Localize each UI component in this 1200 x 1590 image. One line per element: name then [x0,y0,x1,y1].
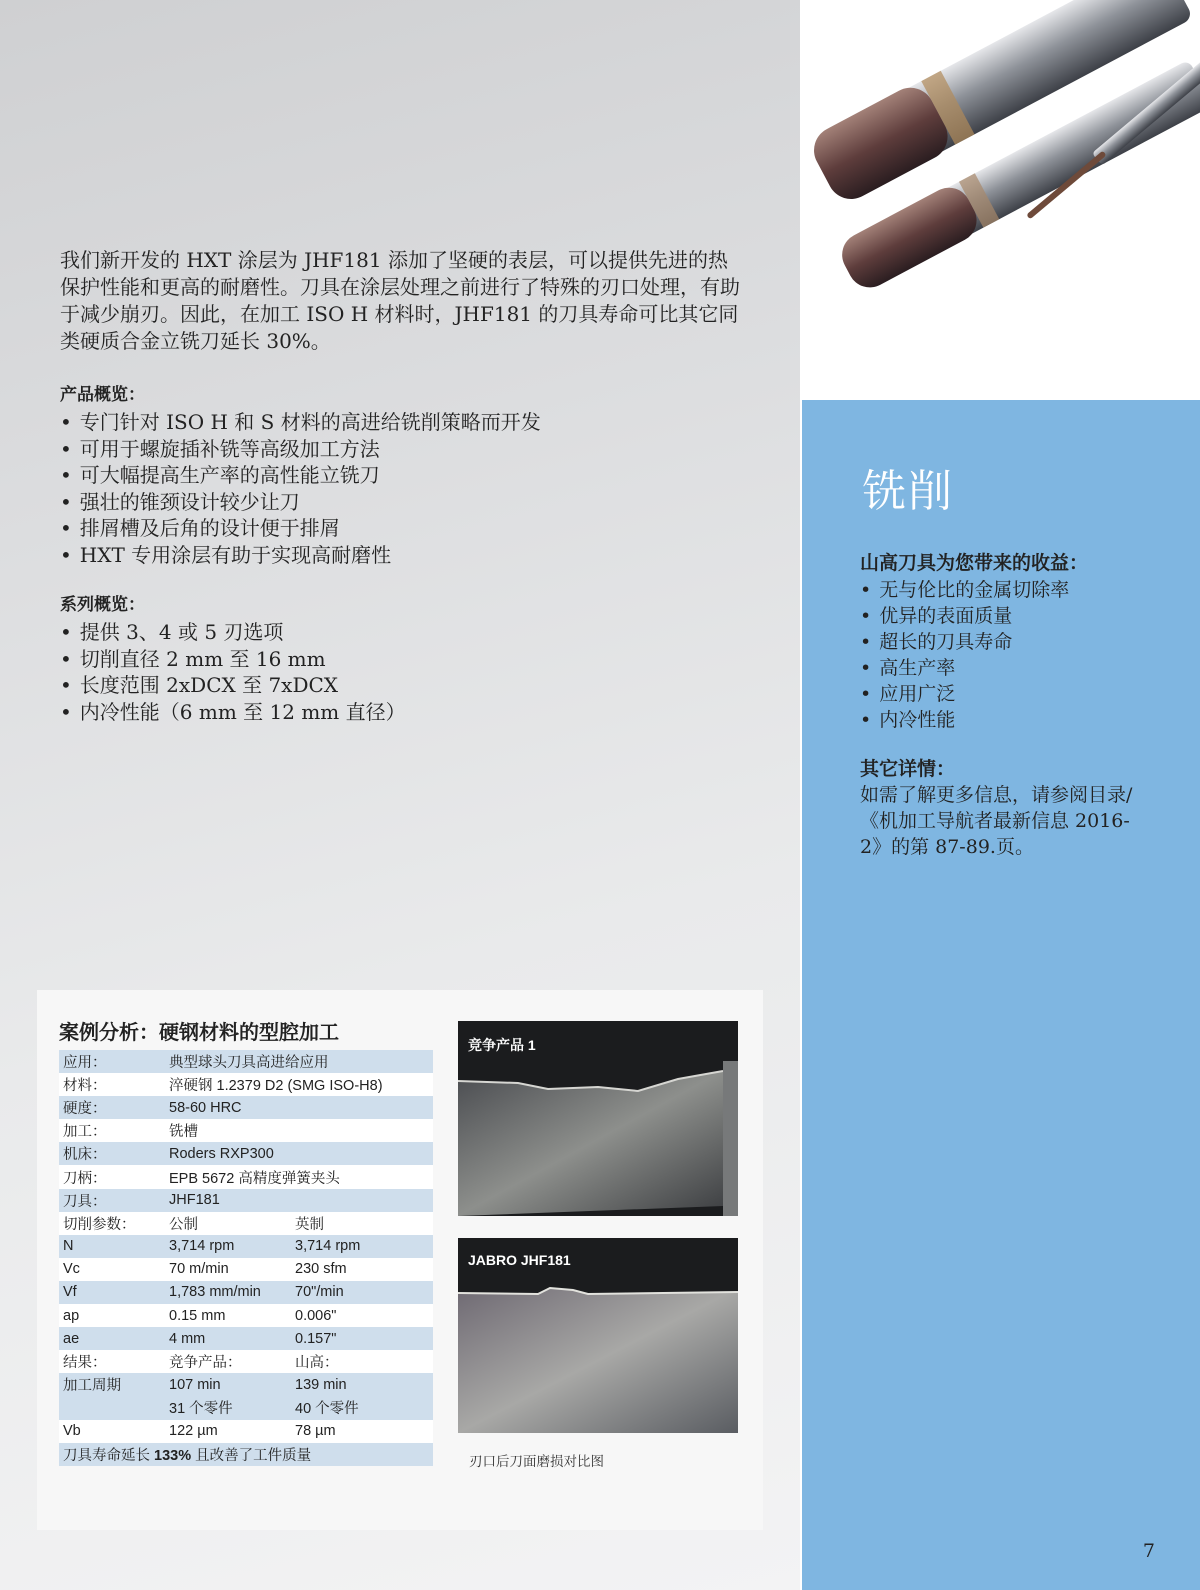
list-item: • 提供 3、4 或 5 刃选项 [60,619,760,646]
case-study-table [59,1050,433,1466]
table-footer-row [59,1443,433,1466]
table-cell: 1,783 mm/min [165,1281,291,1304]
table-cell: 刀具寿命延长 133% 且改善了工件质量 [59,1443,433,1466]
table-cell: ap [59,1304,165,1327]
list-item: • 优异的表面质量 [860,603,1180,629]
table-cell: Vc [59,1258,165,1281]
table-row [59,1350,433,1373]
list-item: • 可大幅提高生产率的高性能立铣刀 [60,462,760,489]
benefits-heading: 山高刀具为您带来的收益： [860,552,1089,574]
list-item: • 切削直径 2 mm 至 16 mm [60,646,760,673]
table-row [59,1304,433,1327]
table-row [59,1373,433,1396]
list-item: • 长度范围 2xDCX 至 7xDCX [60,672,760,699]
table-cell: 刀具： [59,1189,165,1212]
table-row [59,1165,433,1188]
table-cell: 材料： [59,1073,165,1096]
product-overview-heading: 产品概览： [60,385,145,405]
photo-label: JABRO JHF181 [468,1252,571,1268]
table-cell: 70 m/min [165,1258,291,1281]
table-cell: 58-60 HRC [165,1096,433,1119]
table-cell: 山高： [291,1350,433,1373]
page-number: 7 [1142,1540,1155,1562]
table-cell: 应用： [59,1050,165,1073]
table-cell: Vf [59,1281,165,1304]
table-cell: 刀柄： [59,1165,165,1188]
table-row [59,1189,433,1212]
more-info-block [860,756,1150,860]
table-row [59,1096,433,1119]
list-item: • 专门针对 ISO H 和 S 材料的高进给铣削策略而开发 [60,409,760,436]
table-cell: Vb [59,1420,165,1443]
table-cell: 加工周期 [59,1373,165,1396]
table-cell: 3,714 rpm [291,1235,433,1258]
table-cell: 31 个零件 [165,1396,291,1419]
table-cell: 英制 [291,1212,433,1235]
table-cell: 加工： [59,1119,165,1142]
table-cell: EPB 5672 高精度弹簧夹头 [165,1165,433,1188]
series-overview [60,590,760,725]
table-cell: 122 µm [165,1420,291,1443]
table-cell: 0.006" [291,1304,433,1327]
table-row [59,1142,433,1165]
photo-caption: 刃口后刀面磨损对比图 [469,1454,604,1469]
table-cell: 典型球头刀具高进给应用 [165,1050,433,1073]
list-item: • 无与伦比的金属切除率 [860,577,1180,603]
product-overview [60,380,760,568]
list-item: • 排屑槽及后角的设计便于排屑 [60,515,760,542]
table-row [59,1212,433,1235]
table-cell: 机床： [59,1142,165,1165]
table-row [59,1327,433,1350]
milling-sidebar [802,400,1200,1590]
case-study-box [37,990,763,1530]
list-item: • 内冷性能（6 mm 至 12 mm 直径） [60,699,760,726]
intro-paragraph: 我们新开发的 HXT 涂层为 JHF181 添加了坚硬的表层，可以提供先进的热保护性能和更高的耐磨性。刀具在涂层处理之前进行了特殊的刃口处理，有助于减少崩刃。因此，在加工 ISO H 材料时，JHF181 的刀具寿命可比其它同类硬质合金立铣刀延长 30%。 [60,248,740,353]
table-cell: 4 mm [165,1327,291,1350]
table-cell: 竞争产品： [165,1350,291,1373]
table-row [59,1420,433,1443]
table-cell: JHF181 [165,1189,433,1212]
table-cell: 切削参数： [59,1212,165,1235]
table-cell: 0.15 mm [165,1304,291,1327]
table-cell: 107 min [165,1373,291,1396]
table-row [59,1050,433,1073]
table-cell [59,1396,165,1419]
list-item: • 超长的刀具寿命 [860,629,1180,655]
table-cell: N [59,1235,165,1258]
table-row [59,1235,433,1258]
competitor-wear-photo [458,1021,738,1216]
table-cell: 铣槽 [165,1119,433,1142]
series-overview-heading: 系列概览： [60,595,145,615]
list-item: • HXT 专用涂层有助于实现高耐磨性 [60,542,760,569]
list-item: • 应用广泛 [860,681,1180,707]
list-item: • 强壮的锥颈设计较少让刀 [60,489,760,516]
more-info-text: 如需了解更多信息，请参阅目录/《机加工导航者最新信息 2016-2》的第 87-89.页。 [860,784,1133,858]
table-row [59,1119,433,1142]
table-row [59,1396,433,1419]
sidebar-title: 铣削 [862,466,954,517]
table-cell: 3,714 rpm [165,1235,291,1258]
table-cell: 78 µm [291,1420,433,1443]
table-row [59,1073,433,1096]
list-item: • 高生产率 [860,655,1180,681]
table-row [59,1258,433,1281]
table-cell: 70"/min [291,1281,433,1304]
table-cell: Roders RXP300 [165,1142,433,1165]
list-item: • 可用于螺旋插补铣等高级加工方法 [60,436,760,463]
table-cell: 230 sfm [291,1258,433,1281]
benefits-block [860,548,1180,733]
table-cell: 结果： [59,1350,165,1373]
table-cell: 139 min [291,1373,433,1396]
end-mill-product-photo [800,0,1200,400]
more-info-heading: 其它详情： [860,758,956,780]
table-cell: 淬硬钢 1.2379 D2 (SMG ISO-H8) [165,1073,433,1096]
photo-label: 竞争产品 1 [468,1037,536,1053]
table-cell: 公制 [165,1212,291,1235]
table-cell: ae [59,1327,165,1350]
case-study-title: 案例分析：硬钢材料的型腔加工 [59,1020,339,1044]
table-cell: 0.157" [291,1327,433,1350]
jhf181-wear-photo [458,1238,738,1433]
table-row [59,1281,433,1304]
table-cell: 40 个零件 [291,1396,433,1419]
table-cell: 硬度： [59,1096,165,1119]
list-item: • 内冷性能 [860,707,1180,733]
